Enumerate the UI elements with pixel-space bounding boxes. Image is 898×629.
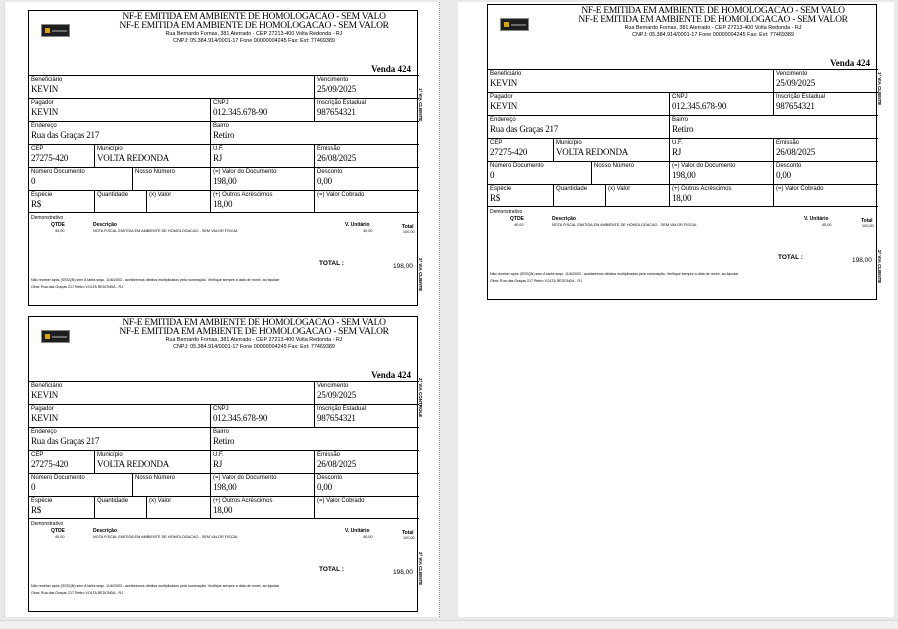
cell-outros-acrescimos [211, 191, 315, 212]
row-pagador [29, 404, 419, 427]
cell-cnpj [211, 99, 315, 121]
label-bairro: Bairro [672, 117, 689, 123]
col-v-unitario: V. Unitário [345, 528, 370, 534]
total-label: TOTAL : [778, 254, 803, 261]
company-logo [500, 18, 529, 31]
cell-cnpj [211, 405, 315, 427]
label-cep: CEP [31, 146, 44, 152]
label-bairro: Bairro [213, 123, 230, 129]
label-x-valor: (x) Valor [149, 192, 172, 198]
col-total: Total [402, 530, 414, 536]
item-qtde: 40,00 [55, 229, 65, 233]
value-uf: RJ [213, 459, 223, 469]
cell-quantidade [95, 497, 147, 518]
side-label-via-1: 1ª VIA CLIENTE [418, 88, 423, 122]
label-valor-documento: (=) Valor do Documento [213, 169, 277, 175]
cell-uf [211, 451, 315, 473]
header-title-2: NF-E EMITIDA EM AMBIENTE DE HOMOLOGACAO - SEM VALOR [578, 15, 848, 25]
company-logo [41, 330, 70, 343]
side-label-via-1-right: 1ª VIA CLIENTE [877, 72, 882, 106]
col-v-unitario: V. Unitário [345, 222, 370, 228]
venda-number: Venda 424 [371, 370, 411, 380]
value-emissao: 26/08/2025 [317, 153, 357, 163]
cell-emissao [315, 451, 419, 473]
cell-emissao [774, 139, 878, 161]
value-vencimento: 25/09/2025 [317, 390, 357, 400]
item-descricao: NOTA FISCAL EMITIDA EM AMBIENTE DE HOMOLOGACAO - SEM VALOR FISCAL [552, 223, 698, 227]
cell-desconto [774, 162, 878, 184]
label-especie: Espécie [490, 186, 512, 192]
col-qtde: QTDE [510, 216, 524, 222]
label-desconto: Desconto [776, 163, 802, 169]
cell-nosso-numero [133, 168, 211, 190]
value-desconto: 0,00 [317, 482, 332, 492]
item-qtde: 40,00 [514, 223, 524, 227]
cell-quantidade [95, 191, 147, 212]
side-label-via-2-bottom: 2ª VIA CLIENTE [418, 552, 423, 586]
label-emissao: Emissão [776, 140, 800, 146]
value-endereco: Rua das Graças 217 [31, 436, 100, 446]
label-emissao: Emissão [317, 146, 341, 152]
header-title-2: NF-E EMITIDA EM AMBIENTE DE HOMOLOGACAO - SEM VALOR [119, 327, 389, 337]
value-cnpj: 012.345.678-90 [213, 413, 268, 423]
label-outros-acrescimos: (+) Outros Acréscimos [213, 498, 273, 504]
cell-desconto [315, 168, 419, 190]
value-inscricao: 987654321 [317, 107, 356, 117]
label-cnpj: CNPJ [213, 100, 229, 106]
label-cep: CEP [490, 140, 503, 146]
cell-municipio [95, 451, 211, 473]
invoice-slip [28, 10, 418, 306]
col-v-unitario: V. Unitário [804, 216, 829, 222]
label-especie: Espécie [31, 498, 53, 504]
value-outros-acrescimos: 18,00 [213, 505, 233, 515]
slip-header [568, 7, 858, 39]
cell-valor-cobrado [315, 191, 419, 212]
value-municipio: VOLTA REDONDA [556, 147, 629, 157]
item-total: 100,00 [862, 224, 874, 228]
value-cnpj: 012.345.678-90 [672, 101, 727, 111]
header-cnpj: CNPJ: 05.384.914/0001-17 Fone 00000004245 Fax: Ext: 77469389 [632, 32, 794, 38]
note-line-1: Não receber após (SSSQN) sem A tarifa sequ. 11/6/2003 - aceitaremos débitos multiplicados pela numeração. Verifique sempre a data de receb. ao liquidar [31, 584, 280, 588]
label-beneficiario: Beneficiário [490, 71, 522, 77]
header-title-1: NF-E EMITIDA EM AMBIENTE DE HOMOLOGACAO - SEM VALO [122, 12, 386, 22]
label-valor-documento: (=) Valor do Documento [213, 475, 277, 481]
cell-nosso-numero [133, 474, 211, 496]
item-descricao: NOTA FISCAL EMITIDA EM AMBIENTE DE HOMOLOGACAO - SEM VALOR FISCAL [93, 229, 239, 233]
venda-number: Venda 424 [371, 64, 411, 74]
col-descricao: Descrição [93, 222, 117, 228]
cell-pagador [29, 405, 211, 427]
note-line-2: Obra: Rua das Graças 217 Retiro VOLTA REDONDA - RJ [31, 591, 123, 595]
value-numero-documento: 0 [31, 482, 36, 492]
row-beneficiario [29, 381, 419, 404]
cell-bairro [670, 116, 878, 138]
invoice-slip [487, 4, 877, 300]
label-x-valor: (x) Valor [608, 186, 631, 192]
value-valor-documento: 198,00 [672, 170, 696, 180]
value-cep: 27275-420 [490, 147, 528, 157]
value-beneficiario: KEVIN [490, 78, 517, 88]
cell-valor-documento [670, 162, 774, 184]
cell-cep [29, 145, 95, 167]
label-bairro: Bairro [213, 429, 230, 435]
value-pagador: KEVIN [31, 107, 58, 117]
label-cnpj: CNPJ [213, 406, 229, 412]
value-emissao: 26/08/2025 [776, 147, 816, 157]
value-inscricao: 987654321 [317, 413, 356, 423]
side-label-via-2-right: 2ª VIA CLIENTE [877, 250, 882, 284]
label-cep: CEP [31, 452, 44, 458]
cell-municipio [95, 145, 211, 167]
value-pagador: KEVIN [31, 413, 58, 423]
value-vencimento: 25/09/2025 [776, 78, 816, 88]
side-label-via-folder: 2ª VIA CONTROLE [418, 378, 423, 418]
label-pagador: Pagador [31, 100, 54, 106]
col-total: Total [861, 218, 873, 224]
label-outros-acrescimos: (+) Outros Acréscimos [213, 192, 273, 198]
cell-endereco [29, 122, 211, 144]
venda-number: Venda 424 [830, 58, 870, 68]
slip-header [109, 319, 399, 351]
value-uf: RJ [672, 147, 682, 157]
label-nosso-numero: Nosso Número [135, 475, 176, 481]
label-numero-documento: Número Documento [490, 163, 544, 169]
cell-beneficiario [29, 76, 315, 98]
cell-x-valor [147, 191, 211, 212]
cell-bairro [211, 428, 419, 450]
label-uf: U.F. [213, 146, 224, 152]
note-line-2: Obra: Rua das Graças 217 Retiro VOLTA REDONDA - RJ [490, 279, 582, 283]
header-cnpj: CNPJ: 05.384.914/0001-17 Fone 00000004245 Fax: Ext: 77469389 [173, 344, 335, 350]
row-pagador [488, 92, 878, 115]
label-valor-cobrado: (=) Valor Cobrado [317, 498, 365, 504]
value-cep: 27275-420 [31, 459, 69, 469]
value-beneficiario: KEVIN [31, 84, 58, 94]
label-uf: U.F. [213, 452, 224, 458]
header-title-1: NF-E EMITIDA EM AMBIENTE DE HOMOLOGACAO - SEM VALO [122, 318, 386, 328]
header-title-2: NF-E EMITIDA EM AMBIENTE DE HOMOLOGACAO - SEM VALOR [119, 21, 389, 31]
value-especie: R$ [490, 193, 501, 203]
label-demonstrativo: Demonstrativo [31, 215, 64, 221]
label-municipio: Município [97, 146, 123, 152]
item-unit: 40,00 [363, 229, 373, 233]
total-value: 198,00 [393, 263, 413, 270]
row-cep [29, 144, 419, 167]
row-especie [29, 190, 419, 213]
cell-vencimento [315, 382, 419, 404]
cell-valor-cobrado [774, 185, 878, 206]
label-vencimento: Vencimento [317, 77, 349, 83]
cell-quantidade [554, 185, 606, 206]
item-unit: 40,00 [363, 535, 373, 539]
label-nosso-numero: Nosso Número [594, 163, 635, 169]
label-beneficiario: Beneficiário [31, 77, 63, 83]
total-value: 198,00 [393, 569, 413, 576]
row-documento [29, 473, 419, 496]
cell-vencimento [774, 70, 878, 92]
cell-especie [29, 191, 95, 212]
label-valor-documento: (=) Valor do Documento [672, 163, 736, 169]
row-endereco [488, 115, 878, 138]
label-demonstrativo: Demonstrativo [31, 521, 64, 527]
row-especie [488, 184, 878, 207]
value-inscricao: 987654321 [776, 101, 815, 111]
value-bairro: Retiro [213, 436, 235, 446]
label-endereco: Endereço [490, 117, 516, 123]
value-emissao: 26/08/2025 [317, 459, 357, 469]
slip-grid [488, 69, 878, 207]
slip-grid [29, 381, 419, 519]
cell-municipio [554, 139, 670, 161]
value-endereco: Rua das Graças 217 [31, 130, 100, 140]
cell-cep [488, 139, 554, 161]
value-outros-acrescimos: 18,00 [213, 199, 233, 209]
label-endereco: Endereço [31, 123, 57, 129]
label-pagador: Pagador [31, 406, 54, 412]
col-descricao: Descrição [552, 216, 576, 222]
item-unit: 40,00 [822, 223, 832, 227]
label-quantidade: Quantidade [97, 498, 129, 504]
label-emissao: Emissão [317, 452, 341, 458]
label-demonstrativo: Demonstrativo [490, 209, 523, 215]
header-cnpj: CNPJ: 05.384.914/0001-17 Fone 00000004245 Fax: Ext: 77469389 [173, 38, 335, 44]
header-address: Rua Bernardo Fornas, 381 Aterrado - CEP 27213-400 Volta Redonda - RJ [165, 31, 343, 37]
value-numero-documento: 0 [31, 176, 36, 186]
label-municipio: Município [97, 452, 123, 458]
value-uf: RJ [213, 153, 223, 163]
cell-beneficiario [29, 382, 315, 404]
label-vencimento: Vencimento [776, 71, 808, 77]
value-pagador: KEVIN [490, 101, 517, 111]
total-label: TOTAL : [319, 566, 344, 573]
cell-inscricao [315, 99, 419, 121]
cell-outros-acrescimos [670, 185, 774, 206]
label-quantidade: Quantidade [556, 186, 588, 192]
company-logo [41, 24, 70, 37]
label-pagador: Pagador [490, 94, 513, 100]
label-uf: U.F. [672, 140, 683, 146]
value-especie: R$ [31, 199, 42, 209]
label-nosso-numero: Nosso Número [135, 169, 176, 175]
row-documento [488, 161, 878, 184]
cell-endereco [29, 428, 211, 450]
item-qtde: 40,00 [55, 535, 65, 539]
header-title-1: NF-E EMITIDA EM AMBIENTE DE HOMOLOGACAO - SEM VALO [581, 6, 845, 16]
row-especie [29, 496, 419, 519]
cell-nosso-numero [592, 162, 670, 184]
label-numero-documento: Número Documento [31, 169, 85, 175]
cell-valor-documento [211, 474, 315, 496]
cell-uf [211, 145, 315, 167]
label-desconto: Desconto [317, 169, 343, 175]
invoice-slip [28, 316, 418, 612]
row-endereco [29, 121, 419, 144]
cell-cnpj [670, 93, 774, 115]
item-total: 100,00 [403, 230, 415, 234]
cell-beneficiario [488, 70, 774, 92]
row-pagador [29, 98, 419, 121]
label-quantidade: Quantidade [97, 192, 129, 198]
label-valor-cobrado: (=) Valor Cobrado [317, 192, 365, 198]
label-cnpj: CNPJ [672, 94, 688, 100]
cell-emissao [315, 145, 419, 167]
value-valor-documento: 198,00 [213, 482, 237, 492]
cell-x-valor [606, 185, 670, 206]
cell-especie [29, 497, 95, 518]
row-cep [29, 450, 419, 473]
total-label: TOTAL : [319, 260, 344, 267]
value-municipio: VOLTA REDONDA [97, 153, 170, 163]
label-municipio: Município [556, 140, 582, 146]
side-label-via-2: 2ª VIA CLIENTE [418, 258, 423, 292]
col-total: Total [402, 224, 414, 230]
label-desconto: Desconto [317, 475, 343, 481]
label-beneficiario: Beneficiário [31, 383, 63, 389]
cell-uf [670, 139, 774, 161]
value-numero-documento: 0 [490, 170, 495, 180]
value-bairro: Retiro [213, 130, 235, 140]
cell-pagador [29, 99, 211, 121]
label-inscricao: Inscrição Estadual [776, 94, 826, 100]
value-vencimento: 25/09/2025 [317, 84, 357, 94]
label-numero-documento: Número Documento [31, 475, 85, 481]
value-desconto: 0,00 [776, 170, 791, 180]
label-inscricao: Inscrição Estadual [317, 406, 367, 412]
cell-pagador [488, 93, 670, 115]
cell-outros-acrescimos [211, 497, 315, 518]
value-cnpj: 012.345.678-90 [213, 107, 268, 117]
value-beneficiario: KEVIN [31, 390, 58, 400]
item-descricao: NOTA FISCAL EMITIDA EM AMBIENTE DE HOMOLOGACAO - SEM VALOR FISCAL [93, 535, 239, 539]
cell-cep [29, 451, 95, 473]
value-desconto: 0,00 [317, 176, 332, 186]
cell-valor-cobrado [315, 497, 419, 518]
slip-grid [29, 75, 419, 213]
cell-valor-documento [211, 168, 315, 190]
value-especie: R$ [31, 505, 42, 515]
label-especie: Espécie [31, 192, 53, 198]
cell-bairro [211, 122, 419, 144]
cell-inscricao [774, 93, 878, 115]
row-documento [29, 167, 419, 190]
label-outros-acrescimos: (+) Outros Acréscimos [672, 186, 732, 192]
slip-header [109, 13, 399, 45]
col-qtde: QTDE [51, 528, 65, 534]
note-line-1: Não receber após (SSSQN) sem A tarifa sequ. 11/6/2003 - aceitaremos débitos multiplicados pela numeração. Verifique sempre a data de receb. ao liquidar [31, 278, 280, 282]
cell-numero-documento [29, 168, 133, 190]
cell-numero-documento [488, 162, 592, 184]
cell-desconto [315, 474, 419, 496]
horizontal-scrollbar[interactable] [0, 620, 898, 629]
cell-vencimento [315, 76, 419, 98]
value-cep: 27275-420 [31, 153, 69, 163]
value-endereco: Rua das Graças 217 [490, 124, 559, 134]
header-address: Rua Bernardo Fornas, 381 Aterrado - CEP 27213-400 Volta Redonda - RJ [165, 337, 343, 343]
cell-inscricao [315, 405, 419, 427]
value-bairro: Retiro [672, 124, 694, 134]
header-address: Rua Bernardo Fornas, 381 Aterrado - CEP 27213-400 Volta Redonda - RJ [624, 25, 802, 31]
col-descricao: Descrição [93, 528, 117, 534]
cell-endereco [488, 116, 670, 138]
cell-numero-documento [29, 474, 133, 496]
label-inscricao: Inscrição Estadual [317, 100, 367, 106]
col-qtde: QTDE [51, 222, 65, 228]
item-total: 100,00 [403, 536, 415, 540]
value-municipio: VOLTA REDONDA [97, 459, 170, 469]
row-beneficiario [488, 69, 878, 92]
label-valor-cobrado: (=) Valor Cobrado [776, 186, 824, 192]
cell-especie [488, 185, 554, 206]
row-beneficiario [29, 75, 419, 98]
value-outros-acrescimos: 18,00 [672, 193, 692, 203]
label-x-valor: (x) Valor [149, 498, 172, 504]
row-cep [488, 138, 878, 161]
cell-x-valor [147, 497, 211, 518]
row-endereco [29, 427, 419, 450]
note-line-2: Obra: Rua das Graças 217 Retiro VOLTA REDONDA - RJ [31, 285, 123, 289]
value-valor-documento: 198,00 [213, 176, 237, 186]
note-line-1: Não receber após (SSSQN) sem A tarifa sequ. 11/6/2003 - aceitaremos débitos multiplicados pela numeração. Verifique sempre a data de receb. ao liquidar [490, 272, 739, 276]
total-value: 198,00 [852, 257, 872, 264]
label-endereco: Endereço [31, 429, 57, 435]
label-vencimento: Vencimento [317, 383, 349, 389]
